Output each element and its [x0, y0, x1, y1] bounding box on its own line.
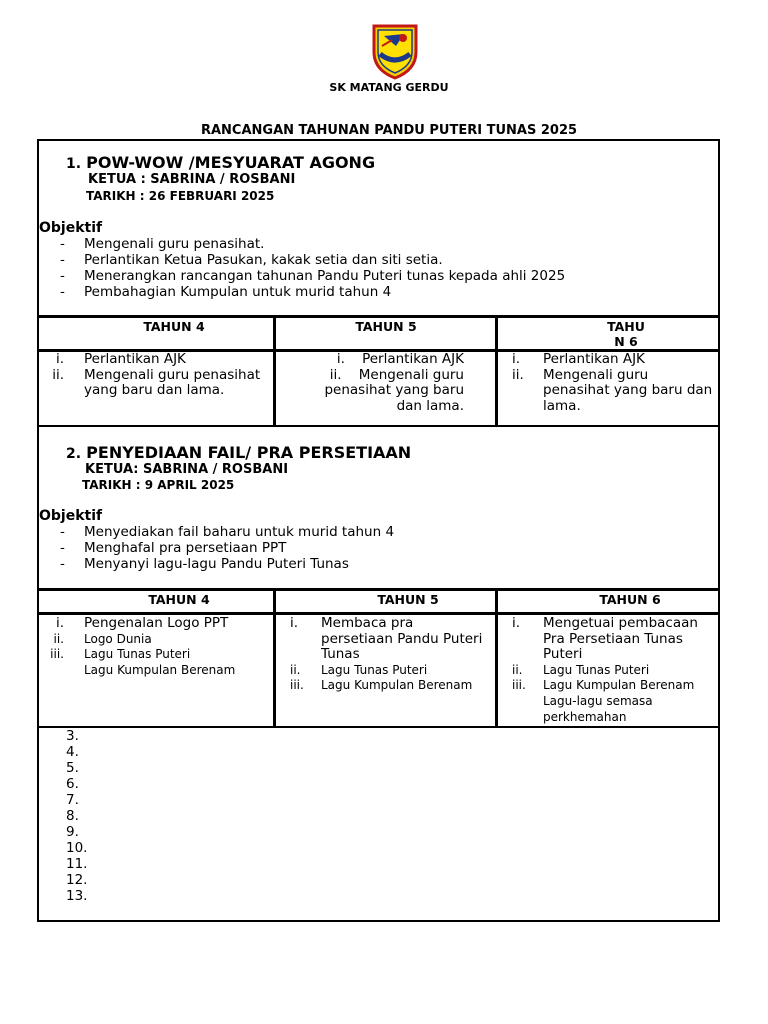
section1-ketua: KETUA : SABRINA / ROSBANI: [88, 172, 296, 187]
table-row: i. Perlantikan AJK: [512, 351, 645, 367]
table-row: i. Mengetuai pembacaan: [512, 615, 698, 631]
list-item: 5.: [66, 760, 79, 776]
school-logo: [370, 22, 420, 80]
list-item: 9.: [66, 824, 79, 840]
table1-header-tahun6: TAHU N 6: [607, 319, 645, 349]
section2-heading: [66, 443, 411, 462]
table-row: perkhemahan: [543, 709, 627, 724]
table-row: i. Perlantikan AJK: [336, 351, 464, 367]
section2-tarikh: TARIKH : 9 APRIL 2025: [82, 478, 235, 492]
table2-cell-tahun4: [40, 616, 272, 678]
table-row: iii. Lagu Kumpulan Berenam: [290, 678, 473, 693]
section1-title: POW-WOW /MESYUARAT AGONG: [86, 153, 376, 172]
table-row: i. Perlantikan AJK: [55, 351, 186, 367]
list-item: 8.: [66, 808, 79, 824]
section2-objectives: [38, 524, 718, 572]
table1-header-tahun4: TAHUN 4: [143, 319, 205, 334]
table2-header-tahun6: TAHUN 6: [599, 592, 661, 607]
table-row: yang baru dan lama.: [84, 382, 225, 399]
list-item: - Menyediakan fail baharu untuk murid tahun 4: [60, 524, 395, 540]
table-row: penasihat yang baru: [324, 382, 464, 399]
table-row: ii. Mengenali guru penasihat: [52, 366, 261, 383]
table2-col-divider-1: [273, 588, 276, 727]
list-item: 6.: [66, 776, 79, 792]
table2-cell-tahun5: [278, 616, 494, 694]
table2-cell-tahun6: [500, 616, 716, 725]
list-item: - Menghafal pra persetiaan PPT: [60, 540, 287, 556]
list-item: 3.: [66, 728, 79, 744]
table1-cell-tahun6: [500, 352, 716, 414]
list-item: 7.: [66, 792, 79, 808]
table2-col-divider-2: [495, 588, 498, 727]
list-item: 11.: [66, 856, 88, 872]
list-item: - Mengenali guru penasihat.: [60, 236, 265, 252]
table-row: iii. Lagu Tunas Puteri: [50, 647, 191, 662]
section2-number: 2.: [66, 446, 82, 462]
document-title: RANCANGAN TAHUNAN PANDU PUTERI TUNAS 2025: [200, 123, 578, 138]
table-row: Lagu Kumpulan Berenam: [84, 662, 236, 677]
table-row: ii. Logo Dunia: [53, 631, 152, 646]
table-row: Lagu-lagu semasa: [543, 693, 653, 708]
school-name: SK MATANG GERDU: [329, 81, 449, 94]
table-row: persetiaan Pandu Puteri: [321, 630, 483, 647]
table-row: ii. Mengenali guru: [329, 366, 464, 383]
section1-objectives: [38, 236, 718, 300]
table-row: Pra Persetiaan Tunas: [543, 630, 683, 647]
section2-ketua: KETUA: SABRINA / ROSBANI: [85, 462, 289, 477]
table2-header-tahun4: TAHUN 4: [148, 592, 210, 607]
section1-number: 1.: [66, 156, 82, 172]
table-row: i. Pengenalan Logo PPT: [55, 615, 229, 631]
list-item: - Menerangkan rancangan tahunan Pandu Puteri tunas kepada ahli 2025: [60, 268, 566, 284]
table-row: i. Membaca pra: [290, 615, 414, 631]
table-row: ii. Lagu Tunas Puteri: [290, 662, 428, 677]
section2-objektif-label: Objektif: [39, 508, 103, 524]
list-item: 13.: [66, 888, 88, 904]
table-row: Puteri: [543, 646, 583, 663]
section1-heading: [66, 153, 375, 172]
list-item: 10.: [66, 840, 88, 856]
list-item: 12.: [66, 872, 88, 888]
table-row: ii. Mengenali guru: [512, 366, 649, 383]
remaining-items-list: [66, 728, 87, 904]
table2-top-border: [37, 588, 720, 591]
section1-tarikh: TARIKH : 26 FEBRUARI 2025: [86, 189, 275, 203]
table1-cell-tahun5: [276, 352, 464, 414]
table-row: lama.: [543, 397, 581, 414]
list-item: - Perlantikan Ketua Pasukan, kakak setia dan siti setia.: [60, 252, 443, 268]
section2-title: PENYEDIAAN FAIL/ PRA PERSETIAAN: [86, 443, 412, 462]
table1-cell-tahun4: [40, 352, 272, 399]
list-item: - Pembahagian Kumpulan untuk murid tahun 4: [60, 284, 392, 300]
section1-objektif-label: Objektif: [39, 220, 103, 236]
list-item: 4.: [66, 744, 79, 760]
table-row: Tunas: [321, 646, 360, 663]
table1-header-tahun5: TAHUN 5: [355, 319, 417, 334]
table-row: ii. Lagu Tunas Puteri: [512, 662, 650, 677]
table-row: iii. Lagu Kumpulan Berenam: [512, 678, 695, 693]
table-row: penasihat yang baru dan: [543, 382, 713, 399]
remaining-items-box: [37, 726, 720, 922]
list-item: - Menyanyi lagu-lagu Pandu Puteri Tunas: [60, 556, 349, 572]
table-row: dan lama.: [396, 397, 464, 414]
table1-top-border: [37, 315, 720, 318]
table2-header-tahun5: TAHUN 5: [377, 592, 439, 607]
